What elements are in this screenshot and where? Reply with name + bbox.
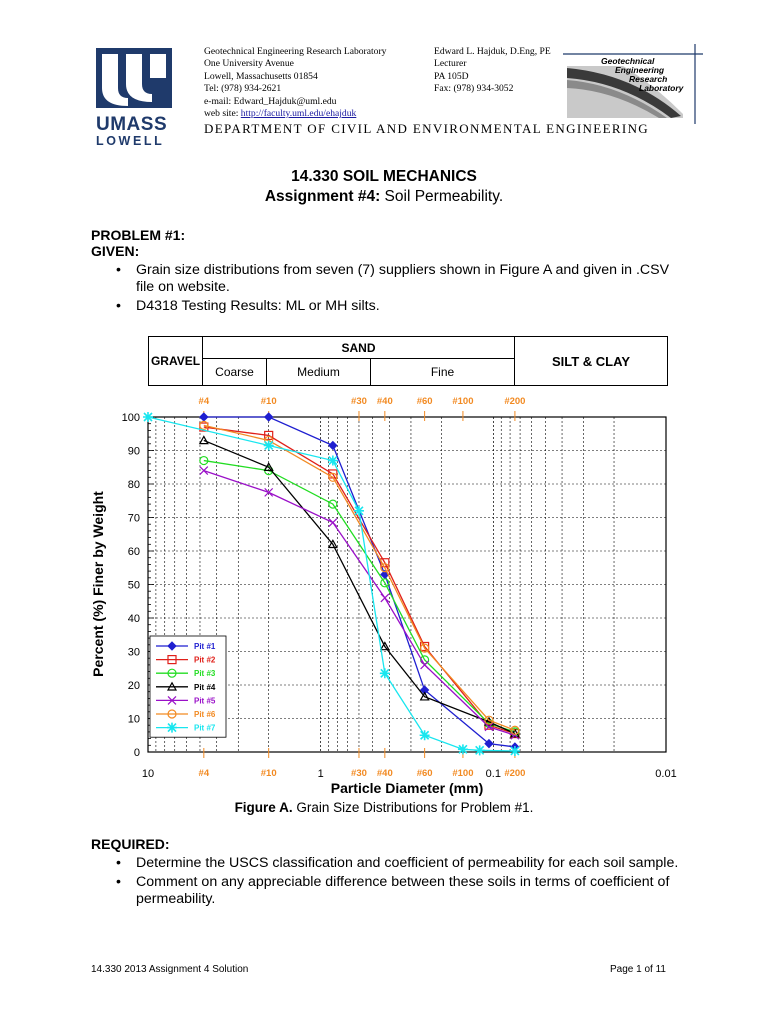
x-tick-label: 0.01 <box>655 768 677 780</box>
figure-label: Figure A. <box>234 800 293 815</box>
data-point <box>475 745 485 755</box>
series-line <box>204 427 515 734</box>
course-title: 14.330 SOIL MECHANICS <box>291 168 477 185</box>
given-item: • D4318 Testing Results: ML or MH silts. <box>116 298 380 314</box>
data-point <box>420 730 430 740</box>
data-point <box>265 413 273 421</box>
legend-label: Pit #6 <box>194 710 216 719</box>
series-pit-6 <box>200 421 519 734</box>
problem-heading: PROBLEM #1: <box>91 227 186 243</box>
lab-logo-line-3: Research <box>629 74 668 84</box>
fine-sand-cell: Fine <box>371 359 515 385</box>
sieve-label-bottom: #100 <box>452 768 474 779</box>
x-tick-label: 10 <box>141 768 155 780</box>
lab-logo-line-2: Engineering <box>615 65 665 75</box>
given-item-text: Grain size distributions from seven (7) suppliers shown in Figure A and given in .CSV file on website. <box>136 262 670 295</box>
legend-label: Pit #7 <box>194 723 216 733</box>
umass-mark-icon <box>96 48 172 108</box>
sieve-label-top: #30 <box>351 396 367 407</box>
umass-lowell-logo <box>96 48 172 146</box>
x-axis-label: Particle Diameter (mm) <box>330 780 484 796</box>
data-point <box>329 519 337 527</box>
logo-lowell-text: LOWELL <box>96 134 165 148</box>
given-item-text: D4318 Testing Results: ML or MH silts. <box>136 298 380 314</box>
address-line-2: Lowell, Massachusetts 01854 <box>204 70 318 82</box>
assignment-number: Assignment #4: <box>264 188 381 205</box>
figure-caption-text: Grain Size Distributions for Problem #1. <box>292 800 534 815</box>
chart-legend <box>150 636 226 737</box>
y-axis-label: Percent (%) Finer by Weight <box>90 491 106 677</box>
given-list <box>116 262 686 317</box>
given-item: • Grain size distributions from seven (7) suppliers shown in Figure A and given in .CSV file on website. <box>116 262 670 295</box>
sieve-label-bottom: #10 <box>260 768 277 779</box>
data-point <box>200 413 208 421</box>
figure-caption <box>0 800 768 815</box>
given-heading: GIVEN: <box>91 243 140 259</box>
silt-clay-cell: SILT & CLAY <box>551 353 630 369</box>
sieve-label-bottom: #60 <box>416 768 433 779</box>
data-point <box>167 723 177 733</box>
grain-size-chart <box>90 390 690 798</box>
data-point <box>200 436 208 443</box>
medium-sand-cell: Medium <box>267 359 371 385</box>
email: e-mail: Edward_Hajduk@uml.edu <box>204 95 337 107</box>
gravel-cell: GRAVEL <box>149 337 203 385</box>
footer-page-number: Page 1 of 11 <box>610 964 666 975</box>
website-label: web site: <box>204 108 241 120</box>
data-point <box>328 456 338 466</box>
legend-label: Pit #5 <box>194 696 216 706</box>
contact-block <box>434 46 551 96</box>
sieve-label-top: #40 <box>376 396 393 407</box>
y-tick-label: 50 <box>127 579 140 592</box>
website-line <box>204 108 386 120</box>
data-point <box>421 661 429 669</box>
soil-classification-table <box>148 336 668 386</box>
lab-address-block <box>204 46 386 120</box>
sieve-label-bottom: #200 <box>504 768 526 779</box>
x-tick-label: 0.1 <box>485 768 501 780</box>
telephone: Tel: (978) 934-2621 <box>204 83 282 95</box>
legend-label: Pit #3 <box>194 669 216 679</box>
data-point <box>381 594 389 602</box>
y-tick-label: 40 <box>127 613 140 625</box>
data-point <box>143 412 153 422</box>
required-item: • Comment on any appreciable difference between these soils in terms of coefficient of permeability. <box>116 874 670 907</box>
y-tick-label: 20 <box>127 680 140 692</box>
y-tick-label: 100 <box>121 412 140 424</box>
y-tick-label: 70 <box>127 512 140 525</box>
legend-label: Pit #2 <box>194 655 216 665</box>
coarse-sand-cell: Coarse <box>203 359 267 385</box>
y-tick-label: 60 <box>127 546 140 558</box>
y-tick-label: 0 <box>133 747 140 759</box>
data-point <box>200 467 208 475</box>
y-tick-label: 80 <box>127 479 140 491</box>
required-list <box>116 855 686 910</box>
y-tick-label: 30 <box>127 646 140 659</box>
data-point <box>510 746 520 756</box>
y-tick-label: 10 <box>127 713 140 726</box>
sieve-label-top: #4 <box>198 396 210 407</box>
data-point <box>329 441 337 449</box>
office: PA 105D <box>434 70 469 82</box>
address-line-1: One University Avenue <box>204 58 294 70</box>
required-item-text: Determine the USCS classification and coefficient of permeability for each soil sample. <box>136 855 679 871</box>
required-item: • Determine the USCS classification and coefficient of permeability for each soil sample. <box>116 855 679 871</box>
data-point <box>380 668 390 678</box>
assignment-topic: Soil Permeability. <box>380 188 504 205</box>
lab-logo-line-4: Laboratory <box>639 83 684 93</box>
footer-document-name: 14.330 2013 Assignment 4 Solution <box>91 964 249 975</box>
sieve-label-bottom: #4 <box>198 768 210 779</box>
series-line <box>204 425 515 730</box>
assignment-title <box>0 188 768 206</box>
lab-name: Geotechnical Engineering Research Laboratory <box>204 46 387 57</box>
legend-label: Pit #4 <box>194 682 216 692</box>
data-point <box>354 506 364 516</box>
required-item-text: Comment on any appreciable difference between these soils in terms of coefficient of permeability. <box>136 874 670 907</box>
sieve-label-top: #100 <box>452 396 474 407</box>
fax: Fax: (978) 934-3052 <box>434 83 514 95</box>
x-tick-label: 1 <box>317 768 324 780</box>
department-name: DEPARTMENT OF CIVIL AND ENVIRONMENTAL ENGINEERING <box>204 121 650 136</box>
series-pit-4 <box>200 436 519 736</box>
geotechnical-lab-logo <box>563 44 703 124</box>
required-heading: REQUIRED: <box>91 836 170 852</box>
y-tick-label: 90 <box>127 445 140 458</box>
sieve-label-bottom: #30 <box>351 768 367 779</box>
sieve-label-top: #200 <box>504 396 526 407</box>
person-title: Lecturer <box>434 58 467 70</box>
logo-umass-text: UMASS <box>96 114 168 135</box>
lab-logo-line-1: Geotechnical <box>601 56 655 66</box>
data-point <box>264 440 274 450</box>
sieve-label-top: #10 <box>260 396 277 407</box>
sieve-label-bottom: #40 <box>376 768 393 779</box>
website-link[interactable]: http://faculty.uml.edu/ehajduk <box>240 108 357 120</box>
series-line <box>204 440 515 733</box>
series-pit-2 <box>200 423 519 738</box>
sand-cell: SAND <box>203 337 515 359</box>
sieve-label-top: #60 <box>416 396 433 407</box>
data-point <box>458 744 468 754</box>
person-name: Edward L. Hajduk, D.Eng, PE <box>434 46 551 57</box>
legend-label: Pit #1 <box>194 642 216 651</box>
